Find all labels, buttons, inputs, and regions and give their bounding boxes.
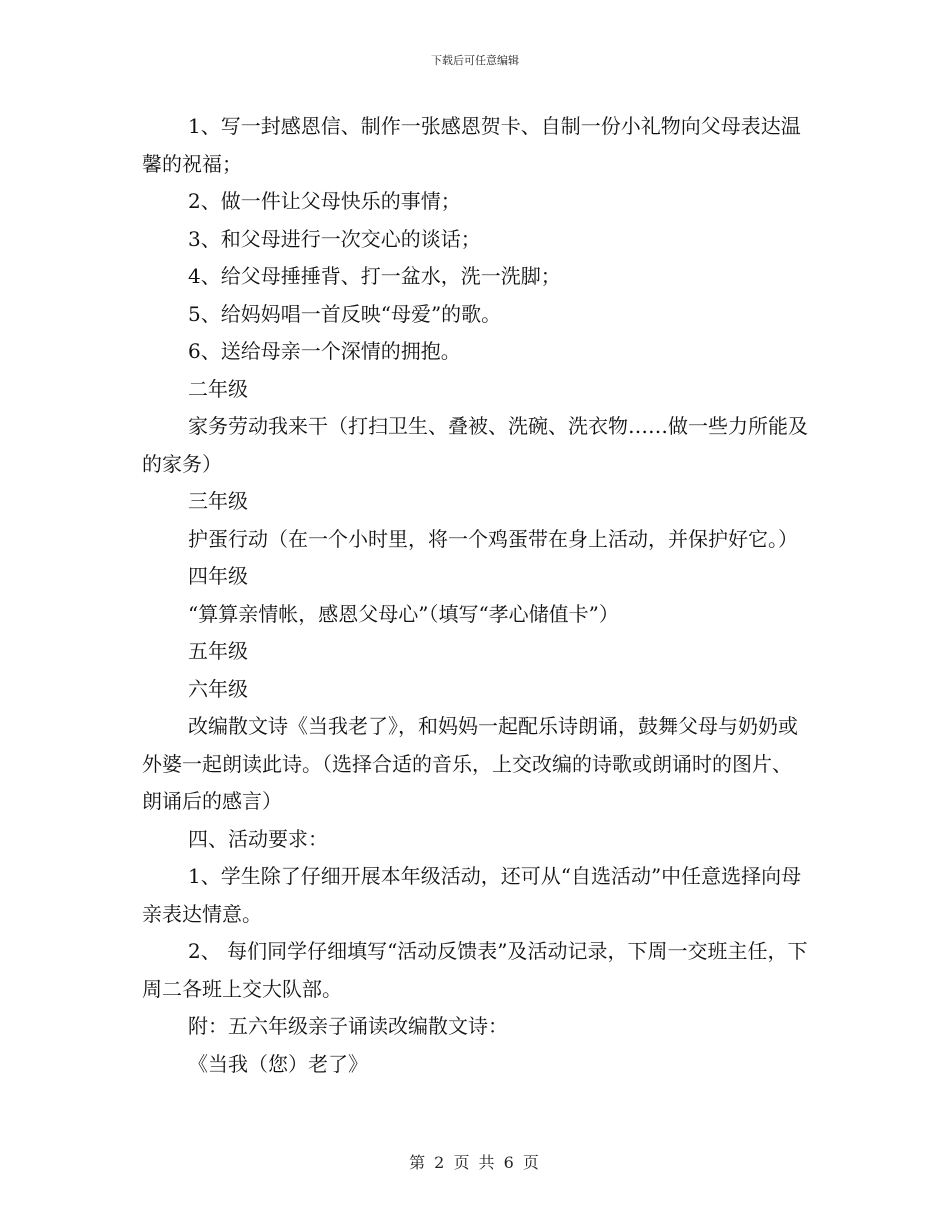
- page-number: 第 2 页 共 6 页: [409, 1153, 541, 1172]
- paragraph: 2、做一件让父母快乐的事情；: [188, 189, 461, 213]
- poem-title: 《当我（您）老了》: [188, 1051, 368, 1076]
- paragraph: 护蛋行动（在一个小时里，将一个鸡蛋带在身上活动，并保护好它。）: [188, 526, 798, 551]
- grade-heading: 三年级: [188, 489, 248, 513]
- grade-heading: 四年级: [188, 564, 248, 588]
- grade-heading: 六年级: [188, 676, 248, 701]
- paragraph: 3、和父母进行一次交心的谈话；: [188, 226, 481, 251]
- paragraph: “算算亲情帐，感恩父母心”（填写“孝心储值卡”）: [188, 601, 619, 626]
- paragraph: 1、写一封感恩信、制作一张感恩贺卡、自制一份小礼物向父母表达温馨的祝福；: [142, 114, 801, 176]
- paragraph: 5、给妈妈唱一首反映“母爱”的歌。: [188, 301, 502, 326]
- page-header-note: 下载后可任意编辑: [431, 54, 519, 67]
- paragraph: 改编散文诗《当我老了》，和妈妈一起配乐诗朗诵，鼓舞父母与奶奶或外婆一起朗读此诗。（选择合适的音乐，上交改编的诗歌或朗诵时的图片、朗诵后的感言）: [142, 714, 798, 813]
- grade-heading: 二年级: [188, 376, 248, 401]
- paragraph: 1、学生除了仔细开展本年级活动，还可从“自选活动”中任意选择向母亲表达情意。: [142, 864, 802, 926]
- grade-heading: 五年级: [188, 639, 248, 663]
- paragraph: 家务劳动我来干（打扫卫生、叠被、洗碗、洗衣物……做一些力所能及的家务）: [142, 414, 808, 476]
- paragraph: 4、给父母捶捶背、打一盆水，洗一洗脚；: [188, 264, 561, 288]
- document-body: [142, 108, 810, 1083]
- section-heading: 四、活动要求：: [188, 826, 328, 851]
- paragraph: 6、送给母亲一个深情的拥抱。: [188, 339, 461, 363]
- paragraph: 附：五六年级亲子诵读改编散文诗：: [188, 1014, 508, 1038]
- paragraph: 2、 每们同学仔细填写“活动反馈表”及活动记录，下周一交班主任，下周二各班上交大队部。: [142, 939, 808, 1001]
